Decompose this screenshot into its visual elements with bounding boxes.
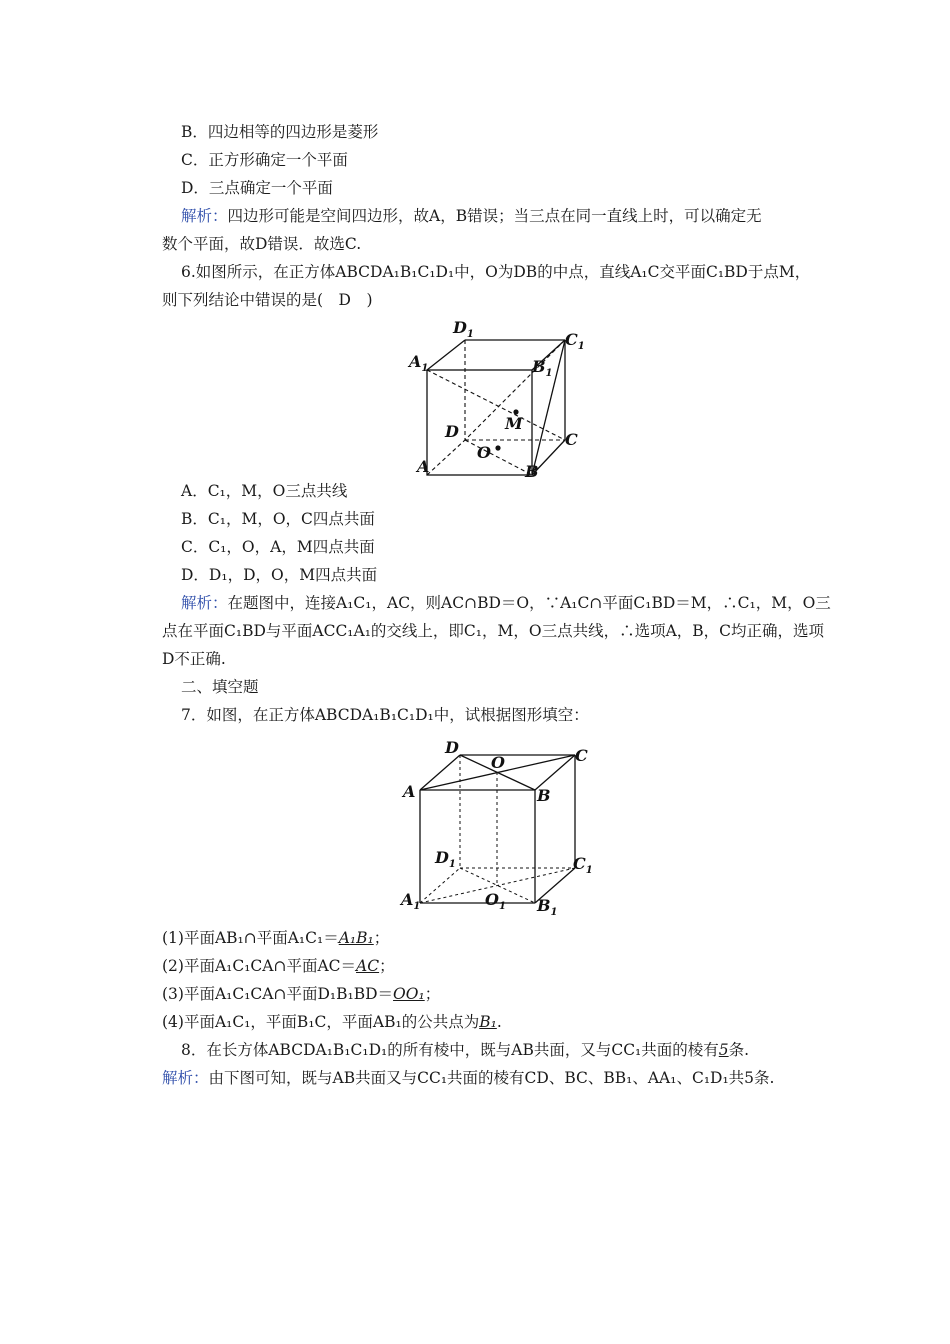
label-m: M bbox=[505, 414, 523, 433]
point-o bbox=[495, 445, 500, 450]
label-d1: $D_1$ bbox=[435, 848, 456, 870]
label-o: O bbox=[477, 443, 491, 462]
label-o1: $O_1$ bbox=[485, 890, 506, 912]
label-c: C bbox=[575, 746, 588, 765]
q6-cube-figure bbox=[405, 315, 590, 480]
q8-stem-text: 8．在长方体ABCDA₁B₁C₁D₁的所有棱中，既与AB共面，又与CC₁共面的棱有 bbox=[181, 1041, 719, 1059]
q7-part4 bbox=[162, 1012, 502, 1032]
label-a: A bbox=[403, 782, 416, 801]
q7-part2-text: (2)平面A₁C₁CA∩平面AC＝ bbox=[162, 957, 357, 975]
q7-stem: 7．如图，在正方体ABCDA₁B₁C₁D₁中，试根据图形填空： bbox=[181, 706, 589, 724]
label-a1: $A_1$ bbox=[401, 890, 421, 912]
q7-part1 bbox=[162, 928, 389, 948]
q6-option-c: C．C₁，O，A，M四点共面 bbox=[181, 538, 375, 556]
q5-analysis-line1 bbox=[181, 206, 762, 226]
label-d1: $D_1$ bbox=[453, 318, 474, 340]
label-b: B bbox=[525, 462, 539, 480]
q7-part2 bbox=[162, 956, 395, 976]
q7-part3-text: (3)平面A₁C₁CA∩平面D₁B₁BD＝ bbox=[162, 985, 394, 1003]
q6-option-a: A．C₁，M，O三点共线 bbox=[181, 482, 348, 500]
q6-stem-line2: 则下列结论中错误的是( D ) bbox=[162, 291, 373, 309]
q5-option-d: D．三点确定一个平面 bbox=[181, 179, 333, 197]
q7-part4-answer: B₁ bbox=[479, 1013, 497, 1031]
jiexi-label: 解析： bbox=[181, 594, 228, 612]
q7-part3-answer: OO₁ bbox=[393, 985, 425, 1003]
q6-stem-line1: 6.如图所示，在正方体ABCDA₁B₁C₁D₁中，O为DB的中点，直线A₁C交平面C₁BD于点M， bbox=[181, 263, 811, 281]
q7-part1-end: ； bbox=[373, 929, 390, 947]
section-heading: 二、填空题 bbox=[181, 678, 259, 696]
q6-analysis-line2: 点在平面C₁BD与平面ACC₁A₁的交线上，即C₁，M，O三点共线，∴选项A，B，C均正确，选项 bbox=[162, 622, 825, 640]
label-d: D bbox=[445, 738, 459, 757]
q6-option-d: D．D₁，D，O，M四点共面 bbox=[181, 566, 378, 584]
label-b: B bbox=[537, 786, 551, 805]
q7-part3 bbox=[162, 984, 440, 1004]
q7-part2-end: ； bbox=[379, 957, 395, 975]
analysis-text: 在题图中，连接A₁C₁，AC，则AC∩BD＝O，∵A₁C∩平面C₁BD＝M，∴C₁，M，O三 bbox=[227, 594, 831, 612]
analysis-text: 四边形可能是空间四边形，故A，B错误；当三点在同一直线上时，可以确定无 bbox=[227, 207, 762, 225]
q5-option-c: C．正方形确定一个平面 bbox=[181, 151, 348, 169]
q7-part1-answer: A₁B₁ bbox=[338, 929, 374, 947]
q7-part4-end: . bbox=[496, 1013, 502, 1031]
label-c1: $C_1$ bbox=[565, 330, 585, 352]
label-d: D bbox=[445, 422, 459, 441]
q8-stem-end: 条. bbox=[728, 1041, 750, 1059]
q7-cube-figure bbox=[395, 735, 605, 920]
label-c: C bbox=[565, 430, 578, 449]
q8-stem bbox=[181, 1040, 749, 1060]
jiexi-label: 解析： bbox=[181, 207, 228, 225]
label-b1: $B_1$ bbox=[537, 896, 558, 918]
label-a: A bbox=[417, 457, 430, 476]
q7-part1-text: (1)平面AB₁∩平面A₁C₁＝ bbox=[162, 929, 339, 947]
q5-analysis-line2: 数个平面，故D错误．故选C. bbox=[162, 235, 362, 253]
q8-analysis bbox=[162, 1068, 774, 1088]
q6-option-b: B．C₁，M，O，C四点共面 bbox=[181, 510, 375, 528]
label-a1: $A_1$ bbox=[409, 352, 429, 374]
q6-analysis-line3: D不正确. bbox=[162, 650, 226, 668]
label-b1: $B_1$ bbox=[532, 357, 553, 379]
q7-part4-text: (4)平面A₁C₁，平面B₁C，平面AB₁的公共点为 bbox=[162, 1013, 480, 1031]
q8-answer: 5 bbox=[718, 1041, 729, 1059]
analysis-text: 由下图可知，既与AB共面又与CC₁共面的棱有CD、BC、BB₁、AA₁、C₁D₁共5条. bbox=[208, 1069, 775, 1087]
q5-option-b: B．四边相等的四边形是菱形 bbox=[181, 123, 379, 141]
q7-part2-answer: AC bbox=[356, 957, 380, 975]
label-o: O bbox=[491, 753, 505, 772]
q7-part3-end: ； bbox=[424, 985, 441, 1003]
q6-analysis-line1 bbox=[181, 593, 831, 613]
jiexi-label: 解析： bbox=[162, 1069, 209, 1087]
label-c1: $C_1$ bbox=[573, 854, 593, 876]
